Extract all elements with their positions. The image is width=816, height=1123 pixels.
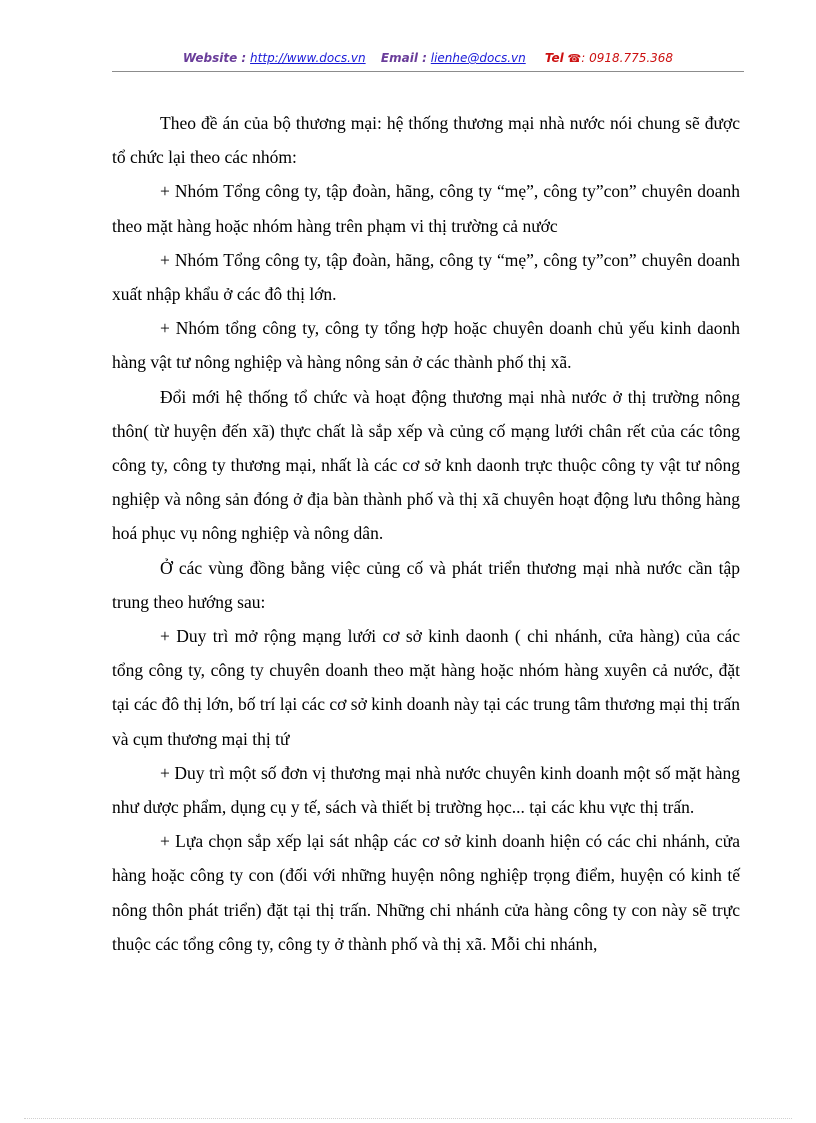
paragraph: Đổi mới hệ thống tổ chức và hoạt động thương mại nhà nước ở thị trường nông thôn( từ huyện đến xã) thực chất là sắp xếp và củng cố mạng lưới chân rết của các tông công ty, công ty thương mại, nhất là các cơ sở knh daonh trực thuộc công ty vật tư nông nghiệp và nông sản đóng ở địa bàn thành phố và thị xã chuyên hoạt động lưu thông hàng hoá phục vụ nông nghiệp và nông dân. — [112, 386, 740, 544]
email-link[interactable]: lienhe@docs.vn — [430, 51, 526, 65]
tel-value: : 0918.775.368 — [581, 51, 674, 65]
header-divider — [112, 71, 744, 72]
website-label: Website : — [182, 51, 247, 65]
paragraph: + Nhóm tổng công ty, công ty tổng hợp hoặc chuyên doanh chủ yếu kinh daonh hàng vật tư nông nghiệp và hàng nông sản ở các thành phố thị xã. — [112, 318, 740, 373]
paragraph: + Lựa chọn sắp xếp lại sát nhập các cơ sở kinh doanh hiện có các chi nhánh, cửa hàng hoặc công ty con (đối với những huyện nông nghiệp trọng điểm, huyện có kinh tế nông thôn phát triển) đặt tại thị trấn. Những chi nhánh cửa hàng công ty con này sẽ trực thuộc các tổng công ty, công ty ở thành phố và thị xã. Mỗi chi nhánh, — [112, 831, 740, 954]
paragraph: Ở các vùng đồng bằng việc củng cố và phát triển thương mại nhà nước cần tập trung theo hướng sau: — [112, 557, 740, 612]
website-link[interactable]: http://www.docs.vn — [250, 51, 366, 65]
telephone-icon: ☎ — [567, 52, 582, 65]
paragraph: + Duy trì mở rộng mạng lưới cơ sở kinh daonh ( chi nhánh, cửa hàng) của các tổng công ty, công ty chuyên doanh theo mặt hàng hoặc nhóm hàng xuyên cả nước, đặt tại các đô thị lớn, bố trí lại các cơ sở kinh doanh này tại các trung tâm thương mại thị trấn và cụm thương mại thị tứ — [112, 626, 740, 749]
page-header — [112, 50, 744, 67]
paragraph: + Nhóm Tổng công ty, tập đoàn, hãng, công ty “mẹ”, công ty”con” chuyên doanh theo mặt hàng hoặc nhóm hàng trên phạm vi thị trường cả nước — [112, 181, 740, 236]
paragraph: Theo đề án của bộ thương mại: hệ thống thương mại nhà nước nói chung sẽ được tổ chức lại theo các nhóm: — [112, 113, 740, 168]
paragraph: + Duy trì một số đơn vị thương mại nhà nước chuyên kinh doanh một số mặt hàng như dược phẩm, dụng cụ y tế, sách và thiết bị trường học... tại các khu vực thị trấn. — [112, 762, 740, 818]
footer-divider — [24, 1118, 792, 1119]
document-body — [112, 106, 740, 961]
paragraph: + Nhóm Tổng công ty, tập đoàn, hãng, công ty “mẹ”, công ty”con” chuyên doanh xuất nhập khẩu ở các đô thị lớn. — [112, 249, 740, 305]
tel-label: Tel — [544, 51, 564, 65]
email-label: Email : — [380, 51, 427, 65]
